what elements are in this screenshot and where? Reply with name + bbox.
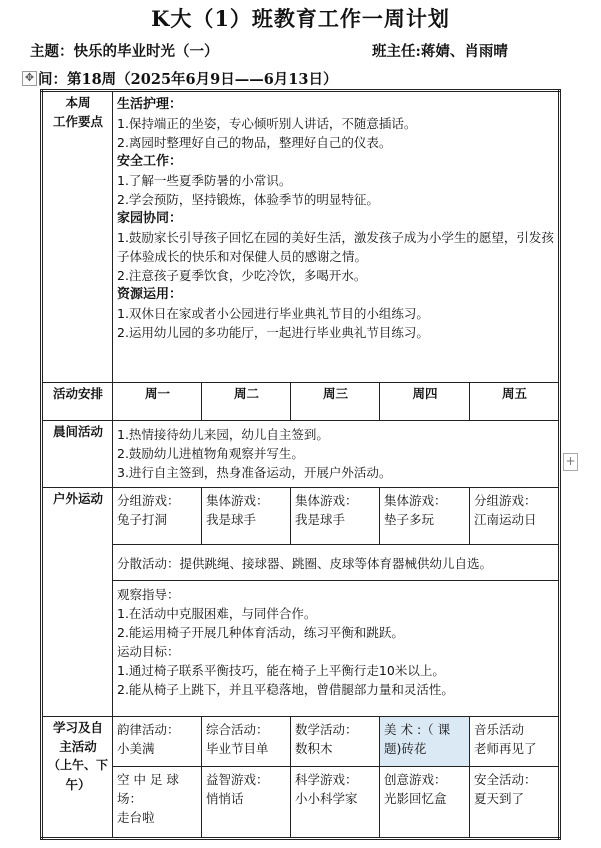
learning-am-tue: 综合活动： 毕业节目单 [202, 717, 291, 767]
learning-row-1 [42, 717, 560, 767]
learning-pm-mon: 空 中 足 球 场： 走台啦 [113, 767, 202, 839]
outdoor-scattered-row [42, 545, 560, 581]
page-title: K大（1）班教育工作一周计划 [151, 6, 450, 31]
learning-pm-thu: 创意游戏： 光影回忆盒 [380, 767, 470, 839]
weekly-plan-table [40, 89, 561, 840]
morning-line: 3.进行自主签到，热身准备运动，开展户外活动。 [117, 465, 392, 480]
learning-row-2 [42, 767, 560, 839]
learning-am-thu: 美 术 :（ 课 题)砖花 [380, 717, 470, 767]
schedule-label: 活动安排 [42, 383, 113, 421]
move-handle-icon[interactable]: ✥ [22, 71, 37, 86]
teacher-label: 班主任:蒋婧、肖雨晴 [372, 43, 508, 60]
focus-line: 1.鼓励家长引导孩子回忆在园的美好生活，激发孩子成为小学生的愿望，引发孩子体验成长的快乐和对保健人员的感谢之情。 [117, 230, 554, 264]
morning-line: 1.热情接待幼儿来园，幼儿自主签到。 [117, 427, 329, 442]
morning-label: 晨间活动 [42, 421, 113, 488]
focus-heading-safety: 安全工作： [117, 154, 183, 169]
focus-line: 2.运用幼儿园的多功能厅，一起进行毕业典礼节目练习。 [117, 325, 429, 340]
day-header-mon: 周一 [113, 383, 202, 421]
add-row-icon[interactable]: + [563, 453, 578, 471]
focus-heading-resources: 资源运用： [117, 287, 183, 302]
morning-line: 2.鼓励幼儿进植物角观察并写生。 [117, 446, 304, 461]
morning-content [113, 421, 560, 488]
outdoor-games-row [42, 488, 560, 545]
outdoor-scattered: 分散活动：提供跳绳、接球器、跳圈、皮球等体育器械供幼儿自选。 [113, 545, 560, 581]
outdoor-guidance: 观察指导： 1.在活动中克服困难，与同伴合作。 2.能运用椅子开展几种体育活动，练习平衡和跳跃。 运动目标： 1.通过椅子联系平衡技巧，能在椅子上平衡行走10米以上。 2.能从椅子上跳下，并且平稳落地，曾借腿部力量和灵活性。 [113, 581, 560, 717]
focus-content [113, 91, 560, 383]
outdoor-game-wed: 集体游戏： 我是球手 [291, 488, 380, 545]
focus-line: 2.注意孩子夏季饮食，少吃冷饮，多喝开水。 [117, 268, 367, 283]
outdoor-game-mon: 分组游戏： 兔子打洞 [113, 488, 202, 545]
learning-pm-fri: 安全活动： 夏天到了 [470, 767, 560, 839]
day-header-fri: 周五 [470, 383, 560, 421]
learning-am-fri: 音乐活动 老师再见了 [470, 717, 560, 767]
focus-heading-care: 生活护理： [117, 97, 183, 112]
focus-label: 本周 工作要点 [42, 91, 113, 383]
focus-row [42, 91, 560, 383]
day-header-thu: 周四 [380, 383, 470, 421]
learning-am-wed: 数学活动： 数积木 [291, 717, 380, 767]
outdoor-game-fri: 分组游戏： 江南运动日 [470, 488, 560, 545]
day-header-tue: 周二 [202, 383, 291, 421]
outdoor-game-thu: 集体游戏： 垫子多玩 [380, 488, 470, 545]
day-header-wed: 周三 [291, 383, 380, 421]
outdoor-game-tue: 集体游戏： 我是球手 [202, 488, 291, 545]
outdoor-guidance-row [42, 581, 560, 717]
focus-heading-family: 家园协同： [117, 211, 183, 226]
focus-line: 2.离园时整理好自己的物品，整理好自己的仪表。 [117, 135, 392, 150]
focus-line: 2.学会预防，坚持锻炼，体验季节的明显特征。 [117, 192, 379, 207]
focus-line: 1.双休日在家或者小公园进行毕业典礼节目的小组练习。 [117, 306, 429, 321]
time-label: 间：第18周（2025年6月9日——6月13日） [38, 71, 338, 88]
focus-line: 1.保持端正的坐姿，专心倾听别人讲话，不随意插话。 [117, 116, 417, 131]
morning-row [42, 421, 560, 488]
learning-label: 学习及自 主活动 （上午、下 午） [42, 717, 113, 839]
theme-label: 主题：快乐的毕业时光（一） [30, 43, 219, 60]
schedule-header-row [42, 383, 560, 421]
learning-am-mon: 韵律活动： 小美满 [113, 717, 202, 767]
learning-pm-wed: 科学游戏： 小小科学家 [291, 767, 380, 839]
outdoor-label: 户外运动 [42, 488, 113, 717]
focus-line: 1.了解一些夏季防暑的小常识。 [117, 173, 292, 188]
learning-pm-tue: 益智游戏： 悄悄话 [202, 767, 291, 839]
